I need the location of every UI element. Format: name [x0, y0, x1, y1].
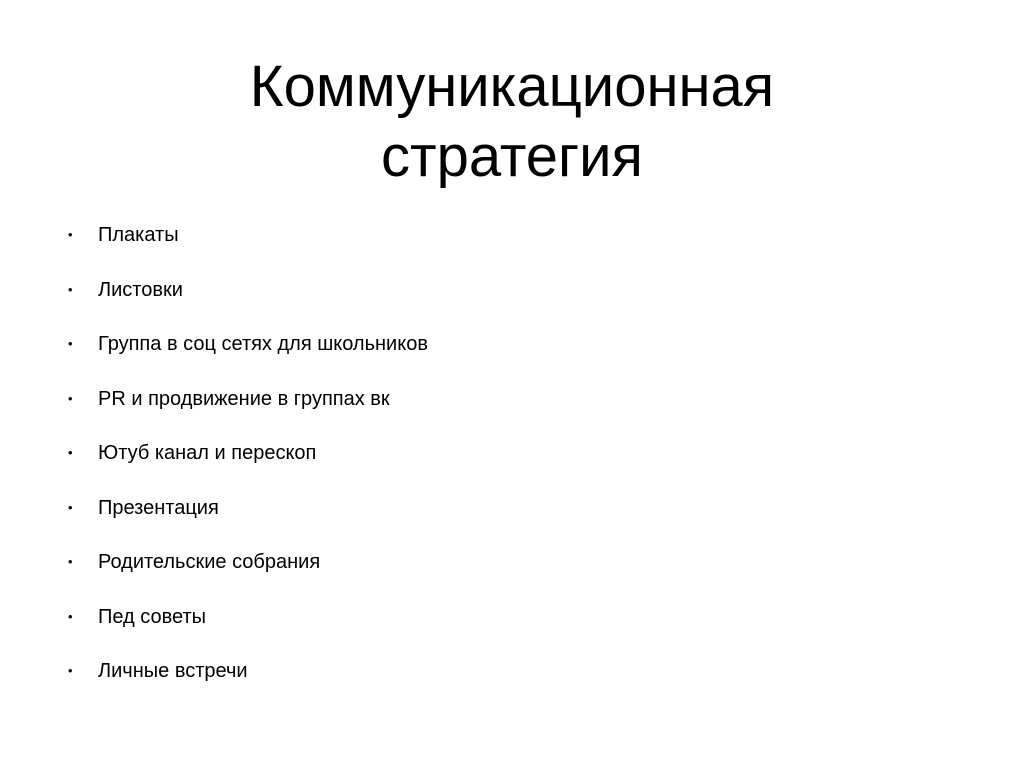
slide-title-line2: стратегия [381, 124, 643, 189]
list-item-text: Листовки [98, 278, 183, 301]
list-item-text: PR и продвижение в группах вк [98, 387, 390, 410]
list-item [0, 535, 1024, 590]
bullet-dot-icon: • [68, 336, 73, 351]
bullet-dot-icon: • [68, 281, 73, 297]
list-item [0, 317, 1024, 372]
list-item-text: Родительские собрания [98, 551, 321, 573]
bullet-dot-icon: • [68, 608, 73, 624]
list-item [0, 590, 1024, 645]
list-item-text: Презентация [98, 496, 219, 519]
slide-title [0, 52, 1024, 192]
list-item [0, 481, 1024, 536]
list-item [0, 426, 1024, 481]
bullet-dot-icon: • [68, 390, 73, 406]
list-item [0, 208, 1024, 263]
bullet-list [0, 208, 1024, 699]
list-item-text: Плакаты [98, 224, 179, 246]
bullet-dot-icon: • [68, 499, 73, 515]
bullet-dot-icon: • [68, 663, 73, 678]
list-item [0, 644, 1024, 699]
list-item-text: Группа в соц сетях для школьников [98, 333, 428, 355]
list-item [0, 263, 1024, 318]
bullet-dot-icon: • [68, 227, 73, 242]
list-item-text: Личные встречи [98, 660, 248, 682]
list-item-text: Пед советы [98, 605, 207, 628]
bullet-dot-icon: • [68, 445, 73, 460]
slide-title-line1: Коммуникационная [249, 54, 775, 119]
list-item-text: Ютуб канал и перескоп [98, 442, 317, 464]
bullet-dot-icon: • [68, 554, 73, 569]
list-item [0, 372, 1024, 427]
